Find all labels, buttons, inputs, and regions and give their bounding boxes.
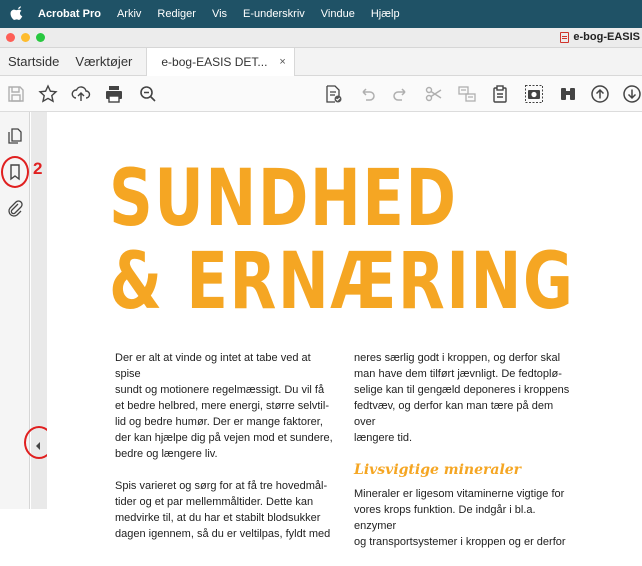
tab-document-label: e-bog-EASIS DET... [161,54,268,69]
zoom-button[interactable] [138,84,158,104]
upload-icon [71,84,91,104]
save-button[interactable] [6,84,26,104]
clipboard-icon [490,84,510,104]
replace-button[interactable] [457,84,477,104]
apple-icon[interactable] [10,7,24,21]
text-column-left [115,350,337,558]
pdf-document-icon [560,32,569,43]
headline-line-2: & ERNÆRING [109,237,575,327]
menu-rediger[interactable]: Rediger [157,8,196,20]
toolbar [0,76,642,112]
share-button[interactable] [71,84,91,104]
body-paragraph: Der er alt at vinde og intet at tabe ved at spise sundt og motionere regelmæssigt. Du vil få et bedre helbred, mere energi, større selvtil- lid og bedre humør. Der er mange faktorer, der kan hjælpe dig på vejen mod et sundere, bedre og længere liv. [115,352,333,460]
redo-button[interactable] [390,84,410,104]
replace-icon [457,84,477,104]
print-icon [104,84,124,104]
scissors-icon [424,84,444,104]
body-paragraph: Mineraler er ligesom vitaminerne vigtige for vores krops funktion. De indgår i bl.a. enzymer og transportsystemer i kroppen og er derfor [354,488,566,548]
text-column-right [354,350,576,566]
document-page [47,112,642,548]
tab-bar [0,48,642,76]
menu-bar [0,0,642,28]
window-controls [6,33,51,42]
tab-close-icon[interactable]: × [279,55,286,68]
next-page-button[interactable] [622,84,642,104]
body-paragraph: Spis varieret og sørg for at få tre hovedmål- tider og et par mellemmåltider. Dette kan medvirke til, at du har et stabilt blodsukker dagen igennem, så du er veltilpas, fyldt med [115,480,331,540]
close-window-button[interactable] [6,33,15,42]
page-up-icon [590,84,610,104]
page-thumbnails-button[interactable] [5,126,25,146]
tab-vaerktoejer[interactable]: Værktøjer [75,54,133,69]
star-icon [38,84,58,104]
bookmark-star-button[interactable] [38,84,58,104]
find-button[interactable] [558,84,578,104]
attachments-panel-button[interactable] [5,198,25,218]
menu-app-name[interactable]: Acrobat Pro [38,8,101,20]
tab-startside[interactable]: Startside [8,54,60,69]
window-title [560,31,640,43]
body-paragraph: neres særlig godt i kroppen, og derfor skal man have dem tilført jævnligt. De fedtoplø- selige kan til gengæld deponeres i kroppens fedtvæv, og derfor kan man tære på dem over længere tid. [354,352,570,444]
menu-arkiv[interactable]: Arkiv [116,8,142,20]
redo-icon [390,84,410,104]
fill-sign-button[interactable] [323,84,343,104]
zoom-window-button[interactable] [36,33,45,42]
menu-vis[interactable]: Vis [211,8,228,20]
print-button[interactable] [104,84,124,104]
previous-page-button[interactable] [590,84,610,104]
undo-button[interactable] [358,84,378,104]
page-down-icon [622,84,642,104]
window-title-bar [0,28,642,48]
snapshot-button[interactable] [524,84,544,104]
clipboard-button[interactable] [490,84,510,104]
undo-icon [358,84,378,104]
menu-hjaelp[interactable]: Hjælp [370,8,400,20]
save-icon [6,84,26,104]
window-title-text: e-bog-EASIS [573,31,640,43]
minimize-window-button[interactable] [21,33,30,42]
zoom-icon [138,84,158,104]
pages-icon [6,127,24,145]
camera-icon [524,84,544,104]
annotation-marker-2: 2 [33,159,43,178]
cut-button[interactable] [424,84,444,104]
tab-document[interactable] [146,48,294,76]
sign-document-icon [323,84,343,104]
binoculars-icon [558,84,578,104]
menu-e-underskriv[interactable]: E-underskriv [243,8,305,20]
paperclip-icon [6,199,24,217]
section-subheading: Livsvigtige mineraler [354,462,522,478]
headline-line-1: SUNDHED [109,154,458,244]
annotation-circle-2 [1,156,29,188]
menu-vindue[interactable]: Vindue [320,8,355,20]
